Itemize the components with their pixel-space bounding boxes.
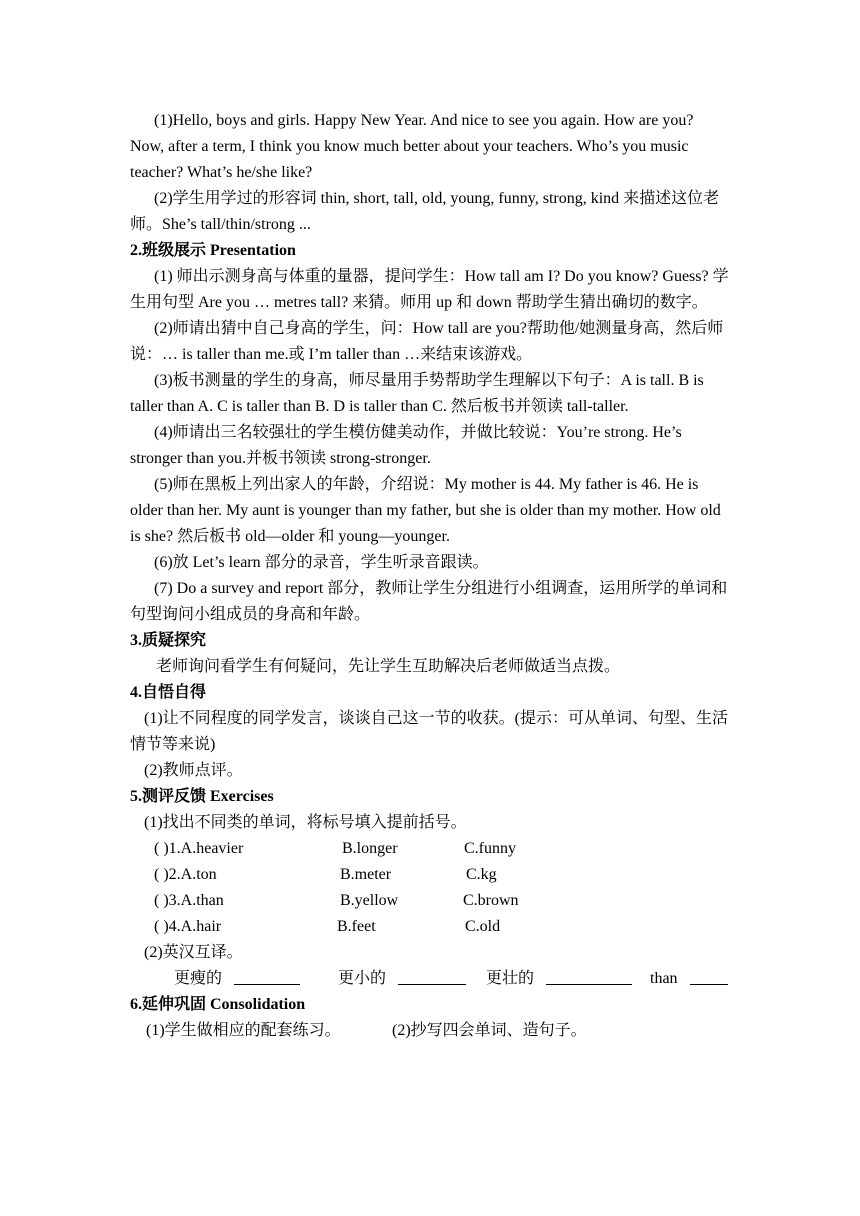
answer-blank[interactable]	[234, 966, 300, 985]
exercise-question: ( )4.A.hair	[154, 918, 222, 935]
exercise-question: ( )3.A.than	[154, 892, 224, 909]
section-2-item: (5)师在黑板上列出家人的年龄，介绍说：My mother is 44. My father is 46. He is older than her. My aunt is younger than my father, but she is older than my mother. How old is she? 然后板书 old—older 和 young—younger.	[130, 476, 721, 545]
translation-item	[486, 966, 632, 992]
answer-blank[interactable]	[398, 966, 466, 985]
exercise-row	[130, 862, 730, 888]
translation-item	[338, 966, 466, 992]
exercise-option-b: B.meter	[340, 866, 392, 883]
section-6-item: (1)学生做相应的配套练习。	[146, 1022, 341, 1039]
translation-word: than	[650, 970, 678, 987]
exercise-option-c: C.brown	[463, 892, 519, 909]
section-4-heading: 4.自悟自得	[130, 684, 207, 701]
exercise-option-b: B.feet	[337, 918, 376, 935]
exercise-option-c: C.old	[465, 918, 501, 935]
section-6-item: (2)抄写四会单词、造句子。	[392, 1022, 587, 1039]
translation-word: 更瘦的	[174, 970, 223, 987]
intro-paragraph-2: (2)学生用学过的形容词 thin, short, tall, old, young, funny, strong, kind 来描述这位老师。She’s tall/thin/strong ...	[130, 190, 720, 233]
exercise-instruction-1: (1)找出不同类的单词，将标号填入提前括号。	[144, 814, 467, 831]
section-5-heading: 5.测评反馈 Exercises	[130, 788, 274, 805]
section-3-text: 老师询问看学生有何疑问，先让学生互助解决后老师做适当点拨。	[156, 658, 621, 675]
exercise-question: ( )1.A.heavier	[154, 840, 244, 857]
exercise-row	[130, 914, 730, 940]
document-page	[130, 108, 730, 1044]
section-3-heading: 3.质疑探究	[130, 632, 207, 649]
section-2-item: (3)板书测量的学生的身高，师尽量用手势帮助学生理解以下句子：A is tall. B is taller than A. C is taller than B. D is taller than C. 然后板书并领读 tall-taller.	[130, 372, 704, 415]
translation-item	[174, 966, 300, 992]
section-2-heading: 2.班级展示 Presentation	[130, 242, 296, 259]
exercise-instruction-2: (2)英汉互译。	[144, 944, 243, 961]
exercise-option-c: C.kg	[466, 866, 497, 883]
section-2-item: (7) Do a survey and report 部分，教师让学生分组进行小组调查，运用所学的单词和句型询问小组成员的身高和年龄。	[130, 580, 728, 623]
translation-row	[130, 966, 730, 992]
section-6-heading: 6.延伸巩固 Consolidation	[130, 996, 306, 1013]
translation-word: 更小的	[338, 970, 387, 987]
section-2-item: (2)师请出猜中自己身高的学生，问：How tall are you?帮助他/她测量身高，然后师说：… is taller than me.或 I’m taller than …来结束该游戏。	[130, 320, 724, 363]
exercise-question: ( )2.A.ton	[154, 866, 217, 883]
section-6-items	[130, 1018, 730, 1044]
answer-blank[interactable]	[546, 966, 632, 985]
exercise-option-c: C.funny	[464, 840, 516, 857]
translation-word: 更壮的	[486, 970, 535, 987]
exercise-option-b: B.longer	[342, 840, 398, 857]
exercise-option-b: B.yellow	[340, 892, 399, 909]
answer-blank[interactable]	[690, 966, 728, 985]
exercise-row	[130, 888, 730, 914]
intro-paragraph-1: (1)Hello, boys and girls. Happy New Year. And nice to see you again. How are you? Now, after a term, I think you know much better about your teachers. Who’s you music teacher? What’s he/she like?	[130, 112, 694, 181]
section-2-item: (1) 师出示测身高与体重的量器，提问学生：How tall am I? Do you know? Guess? 学生用句型 Are you … metres tall? 来猜。师用 up 和 down 帮助学生猜出确切的数字。	[130, 268, 729, 311]
section-2-item: (6)放 Let’s learn 部分的录音，学生听录音跟读。	[154, 554, 489, 571]
section-2-item: (4)师请出三名较强壮的学生模仿健美动作，并做比较说：You’re strong. He’s stronger than you.并板书领读 strong-stronger.	[130, 424, 682, 467]
section-4-item: (2)教师点评。	[144, 762, 243, 779]
translation-item	[650, 966, 728, 992]
exercise-row	[130, 836, 730, 862]
section-4-item: (1)让不同程度的同学发言，谈谈自己这一节的收获。(提示：可从单词、句型、生活情节等来说)	[130, 710, 728, 753]
